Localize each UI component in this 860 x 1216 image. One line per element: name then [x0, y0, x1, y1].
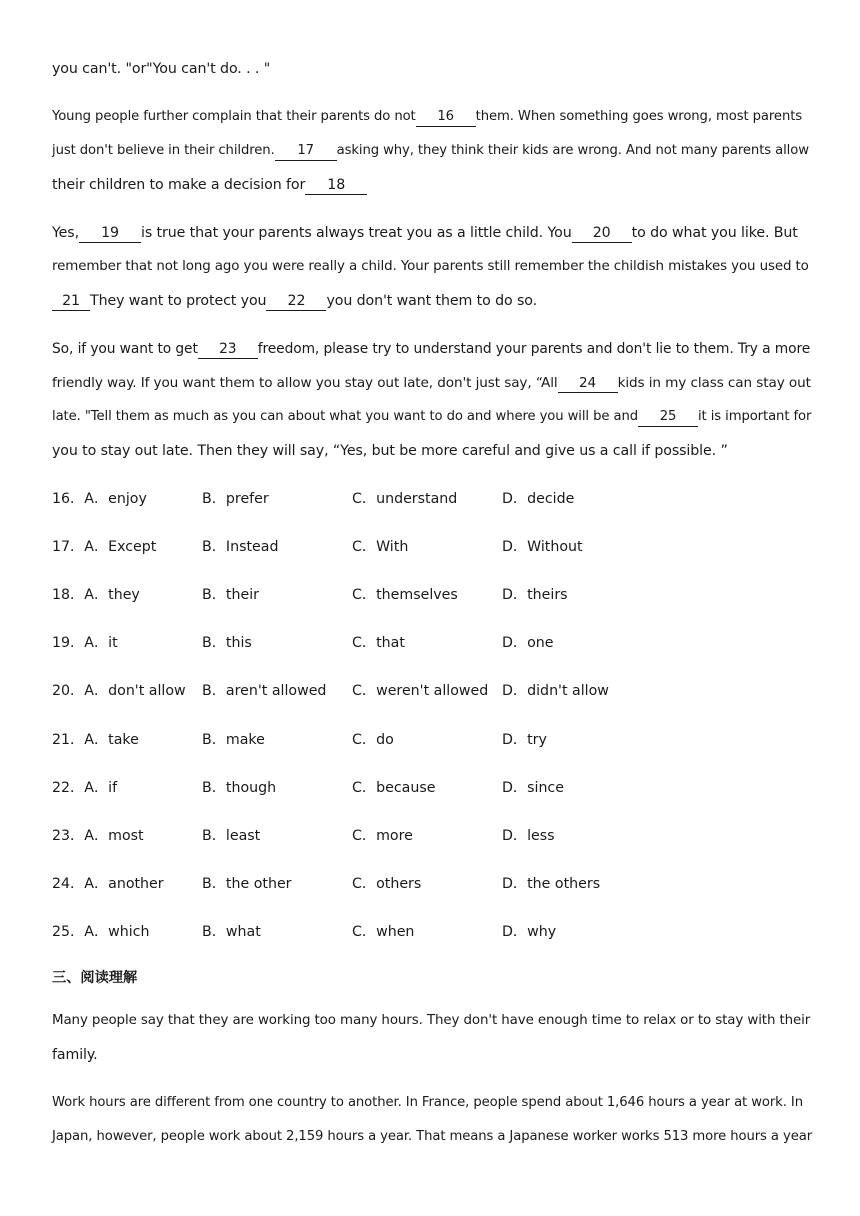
- option-c: C．others: [352, 876, 422, 892]
- question-22: [52, 778, 812, 798]
- text-line: [52, 168, 812, 202]
- text-segment: They want to protect you: [90, 293, 267, 309]
- option-d: D．the others: [502, 876, 601, 892]
- section-heading: 三、阅读理解: [52, 970, 138, 986]
- question-16: [52, 489, 812, 509]
- text-segment: asking why, they think their kids are wrong. And not many parents allow: [336, 143, 809, 158]
- blank-21: 21: [52, 292, 90, 311]
- option-b: B．though: [202, 780, 277, 796]
- option-b: B．this: [202, 635, 252, 651]
- text-segment: freedom, please try to understand your parents and don't lie to them. Try a more: [257, 341, 811, 357]
- reading-paragraph-1: [52, 1004, 812, 1072]
- text-segment: So, if you want to get: [52, 341, 198, 357]
- text-segment: to do what you like. But: [631, 225, 798, 241]
- option-b: B．least: [202, 828, 261, 844]
- blank-23: 23: [198, 340, 258, 359]
- blank-19: 19: [79, 224, 141, 243]
- option-a: 19．A．it: [52, 635, 118, 651]
- option-d: D．decide: [502, 491, 575, 507]
- text-segment: remember that not long ago you were really a child. Your parents still remember the childish mistakes you used to: [52, 259, 809, 274]
- option-a: 22．A．if: [52, 780, 118, 796]
- option-b: B．aren't allowed: [202, 683, 327, 699]
- text-segment: friendly way. If you want them to allow you stay out late, don't just say, “All: [52, 375, 558, 391]
- text-line: you can't. "or"You can't do. . . ": [52, 61, 271, 77]
- option-b: B．what: [202, 924, 261, 940]
- option-c: C．understand: [352, 491, 458, 507]
- text-segment: Young people further complain that their parents do not: [52, 109, 416, 124]
- blank-16: 16: [416, 108, 476, 127]
- text-segment: late. "Tell them as much as you can about what you want to do and where you will be and: [52, 409, 638, 424]
- blank-20: 20: [572, 224, 632, 243]
- option-a: 17．A．Except: [52, 539, 157, 555]
- blank-18: 18: [305, 176, 367, 195]
- question-18: [52, 585, 812, 605]
- text-segment: them. When something goes wrong, most parents: [475, 109, 803, 124]
- text-segment: is true that your parents always treat you as a little child. You: [141, 225, 572, 241]
- option-c: C．weren't allowed: [352, 683, 489, 699]
- text-segment: kids in my class can stay out: [617, 375, 811, 391]
- text-line: [52, 400, 812, 434]
- option-b: B．Instead: [202, 539, 279, 555]
- option-d: D．less: [502, 828, 555, 844]
- option-c: C．With: [352, 539, 409, 555]
- option-d: D．Without: [502, 539, 583, 555]
- option-a: 18．A．they: [52, 587, 140, 603]
- reading-paragraph-2: [52, 1086, 812, 1154]
- intro-paragraph: [52, 52, 812, 86]
- text-line: [52, 284, 812, 318]
- option-d: D．didn't allow: [502, 683, 609, 699]
- text-segment: just don't believe in their children.: [52, 143, 275, 158]
- option-d: D．since: [502, 780, 564, 796]
- option-c: C．more: [352, 828, 413, 844]
- option-a: 16．A．enjoy: [52, 491, 147, 507]
- question-24: [52, 874, 812, 894]
- text-line: [52, 216, 812, 250]
- paragraph-4: [52, 332, 812, 468]
- blank-17: 17: [275, 142, 337, 161]
- option-c: C．that: [352, 635, 405, 651]
- text-line: [52, 134, 812, 168]
- question-20: [52, 681, 812, 701]
- option-d: D．try: [502, 732, 547, 748]
- text-line: [52, 250, 812, 284]
- option-b: B．the other: [202, 876, 292, 892]
- question-19: [52, 633, 812, 653]
- option-d: D．theirs: [502, 587, 568, 603]
- option-b: B．prefer: [202, 491, 269, 507]
- paragraph-2: [52, 100, 812, 202]
- text-segment: you to stay out late. Then they will say, “Yes, but be more careful and give us a call if possible. ”: [52, 443, 728, 459]
- option-a: 24．A．another: [52, 876, 164, 892]
- option-c: C．because: [352, 780, 436, 796]
- option-a: 20．A．don't allow: [52, 683, 186, 699]
- option-c: C．themselves: [352, 587, 458, 603]
- text-line: family.: [52, 1047, 98, 1063]
- text-line: [52, 434, 812, 468]
- text-segment: Yes,: [52, 225, 80, 241]
- option-b: B．make: [202, 732, 265, 748]
- option-a: 21．A．take: [52, 732, 139, 748]
- question-21: [52, 730, 812, 750]
- paragraph-3: [52, 216, 812, 318]
- blank-22: 22: [266, 292, 326, 311]
- question-23: [52, 826, 812, 846]
- text-line: Japan, however, people work about 2,159 hours a year. That means a Japanese worker works 513 more hours a year: [52, 1129, 813, 1144]
- text-line: Many people say that they are working too many hours. They don't have enough time to relax or to stay with their: [52, 1013, 811, 1028]
- option-a: 23．A．most: [52, 828, 144, 844]
- text-line: [52, 100, 812, 134]
- option-d: D．why: [502, 924, 557, 940]
- text-segment: you don't want them to do so.: [326, 293, 538, 309]
- text-segment: their children to make a decision for: [52, 177, 306, 193]
- blank-24: 24: [558, 374, 618, 393]
- option-b: B．their: [202, 587, 259, 603]
- option-c: C．do: [352, 732, 394, 748]
- text-line: [52, 366, 812, 400]
- text-line: [52, 332, 812, 366]
- question-25: [52, 922, 812, 942]
- option-c: C．when: [352, 924, 415, 940]
- question-17: [52, 537, 812, 557]
- option-d: D．one: [502, 635, 554, 651]
- text-line: Work hours are different from one country to another. In France, people spend about 1,646 hours a year at work. In: [52, 1095, 803, 1110]
- text-segment: it is important for: [697, 409, 812, 424]
- option-a: 25．A．which: [52, 924, 150, 940]
- blank-25: 25: [638, 408, 698, 427]
